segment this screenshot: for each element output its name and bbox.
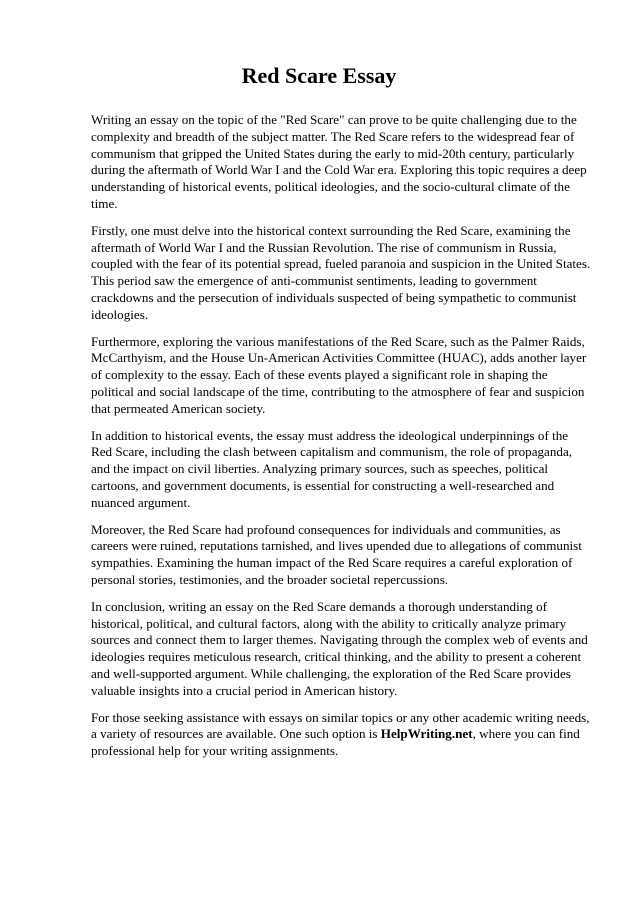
paragraph-historical-context: Firstly, one must delve into the historical context surrounding the Red Scare, examining the aftermath of World War I and the Russian Revolution. The rise of communism in Russia, coupled with the fear of its potential spread, fueled paranoia and suspicion in the United States. This period saw the emergence of anti-communist sentiments, leading to government crackdowns and the persecution of individuals suspected of being sympathetic to communist ideologies. <box>91 222 591 322</box>
closing-text-after: , where you can find professional help for your writing assignments. <box>91 726 580 759</box>
paragraph-consequences: Moreover, the Red Scare had profound consequences for individuals and communities, as careers were ruined, reputations tarnished, and lives upended due to allegations of communist sympathies. Examining the human impact of the Red Scare requires a careful exploration of personal stories, testimonies, and the broader societal repercussions. <box>91 521 582 587</box>
paragraph-closing <box>91 710 592 760</box>
paragraph-conclusion: In conclusion, writing an essay on the Red Scare demands a thorough understanding of historical, political, and cultural factors, along with the ability to critically analyze primary sources and connect them to larger themes. Navigating through the complex web of events and ideologies requires meticulous research, critical thinking, and the ability to present a coherent and well-supported argument. While challenging, the exploration of the Red Scare provides valuable insights into a crucial period in American history. <box>91 598 588 698</box>
paragraph-intro: Writing an essay on the topic of the "Red Scare" can prove to be quite challenging due to the complexity and breadth of the subject matter. The Red Scare refers to the widespread fear of communism that gripped the United States during the early to mid-20th century, particularly during the aftermath of World War I and the Cold War era. Exploring this topic requires a deep understanding of historical events, political ideologies, and the socio-cultural climate of the time. <box>91 112 587 211</box>
paragraph-ideology: In addition to historical events, the essay must address the ideological underpinnings of the Red Scare, including the clash between capitalism and communism, the role of propaganda, and the impact on civil liberties. Analyzing primary sources, such as speeches, political cartoons, and government documents, is essential for constructing a well-researched and nuanced argument. <box>91 427 573 510</box>
paragraph-manifestations: Furthermore, exploring the various manifestations of the Red Scare, such as the Palmer Raids, McCarthyism, and the House Un-American Activities Committee (HUAC), adds another layer of complexity to the essay. Each of these events played a significant role in shaping the political and social landscape of the time, contributing to the atmosphere of fear and suspicion that permeated American society. <box>91 333 587 416</box>
helpwriting-link[interactable]: HelpWriting.net <box>380 726 473 742</box>
closing-text-before: For those seeking assistance with essays on similar topics or any other academic writing needs, a variety of resources are available. One such option is <box>91 709 590 742</box>
document-title: Red Scare Essay <box>241 63 397 88</box>
